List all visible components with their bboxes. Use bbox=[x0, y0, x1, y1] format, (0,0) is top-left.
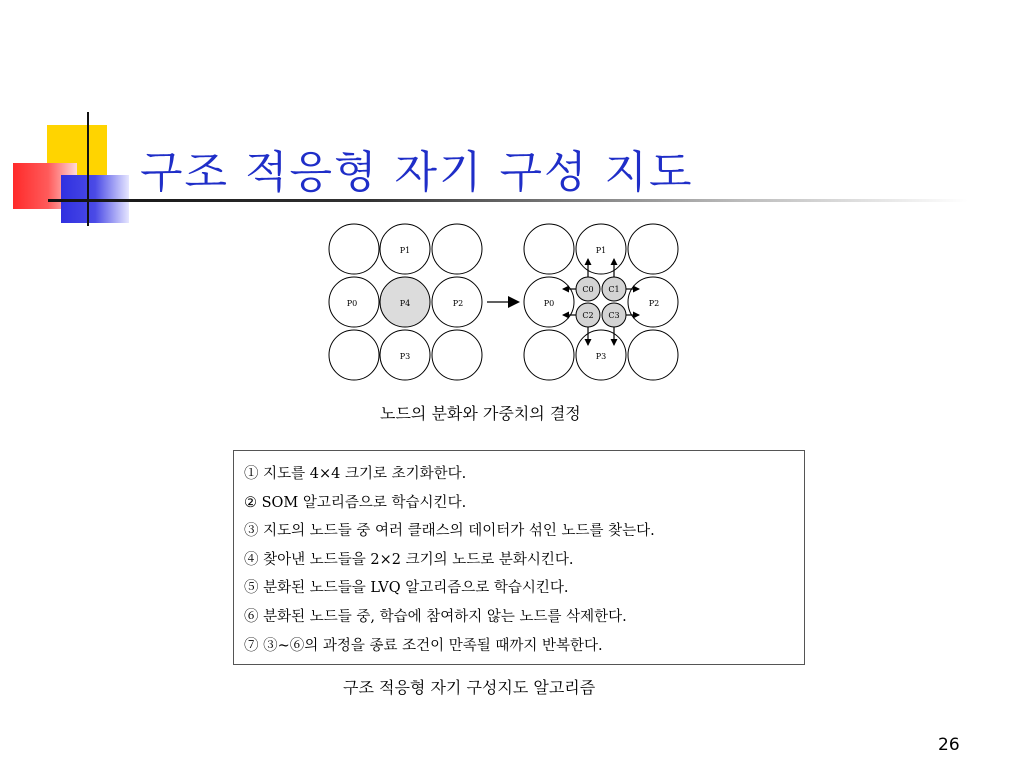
decor-vertical-line bbox=[87, 112, 89, 226]
label-c1: C1 bbox=[608, 285, 620, 294]
left-node-grid bbox=[329, 224, 482, 380]
algorithm-steps-box bbox=[233, 450, 805, 665]
right-node-grid bbox=[524, 224, 678, 380]
node-differentiation-diagram bbox=[320, 216, 692, 388]
algorithm-steps-list bbox=[234, 451, 804, 665]
algorithm-step: ⑤ 분화된 노드들을 LVQ 알고리즘으로 학습시킨다. bbox=[244, 580, 569, 597]
algorithm-step: ⑦ ③~⑥의 과정을 종료 조건이 만족될 때까지 반복한다. bbox=[244, 637, 603, 654]
label-p4: P4 bbox=[399, 299, 411, 308]
grid-node bbox=[432, 330, 482, 380]
label-c3: C3 bbox=[608, 311, 620, 320]
grid-node bbox=[432, 224, 482, 274]
grid-node bbox=[628, 330, 678, 380]
grid-node bbox=[329, 330, 379, 380]
slide-title: 구조 적응형 자기 구성 지도 bbox=[140, 147, 694, 198]
page-number: 26 bbox=[938, 735, 960, 755]
label-p2: P2 bbox=[452, 299, 464, 308]
algorithm-step: ② SOM 알고리즘으로 학습시킨다. bbox=[244, 494, 467, 511]
grid-node bbox=[524, 330, 574, 380]
label-p1: P1 bbox=[399, 246, 411, 255]
algorithm-caption: 구조 적응형 자기 구성지도 알고리즘 bbox=[343, 678, 596, 697]
label-c0: C0 bbox=[582, 285, 594, 294]
label-p1: P1 bbox=[595, 246, 607, 255]
algorithm-step: ① 지도를 4×4 크기로 초기화한다. bbox=[244, 466, 467, 482]
label-p3: P3 bbox=[595, 352, 607, 361]
algorithm-step: ③ 지도의 노드들 중 여러 클래스의 데이터가 섞인 노드를 찾는다. bbox=[244, 523, 655, 540]
label-c2: C2 bbox=[582, 311, 594, 320]
diagram-caption: 노드의 분화와 가중치의 결정 bbox=[380, 404, 581, 423]
algorithm-step: ⑥ 분화된 노드들 중, 학습에 참여하지 않는 노드를 삭제한다. bbox=[244, 608, 627, 625]
label-p0: P0 bbox=[543, 299, 555, 308]
grid-node bbox=[329, 224, 379, 274]
grid-node bbox=[628, 224, 678, 274]
label-p3: P3 bbox=[399, 352, 411, 361]
grid-node bbox=[524, 224, 574, 274]
label-p0: P0 bbox=[346, 299, 358, 308]
algorithm-step: ④ 찾아낸 노드들을 2×2 크기의 노드로 분화시킨다. bbox=[244, 551, 574, 568]
label-p2: P2 bbox=[648, 299, 660, 308]
